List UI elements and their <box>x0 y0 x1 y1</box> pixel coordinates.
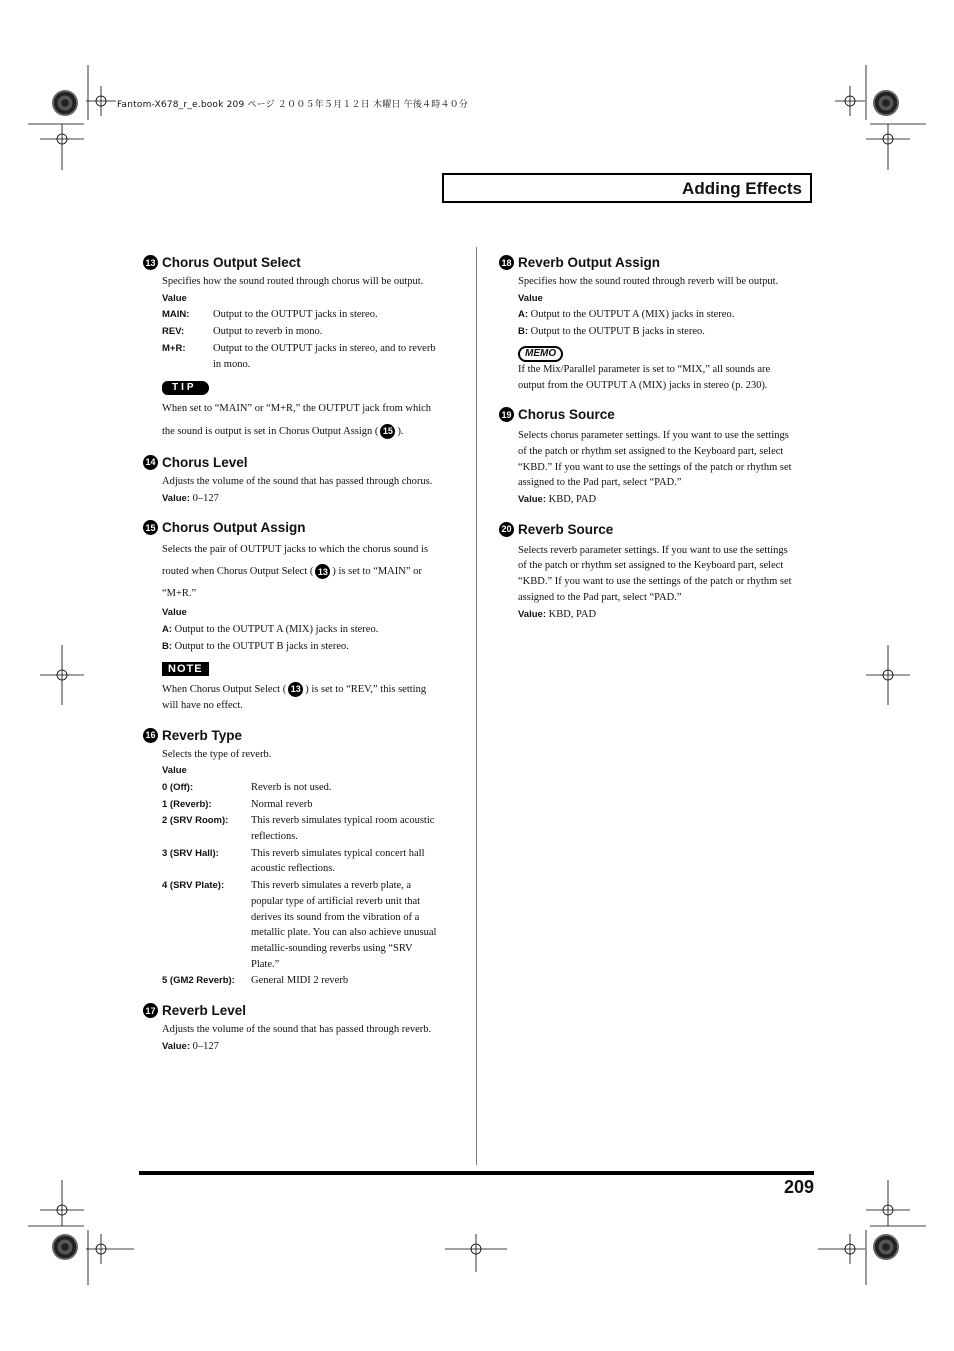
value-row: 0 (Off): Reverb is not used. <box>162 781 332 793</box>
value-row: REV: Output to reverb in mono. <box>162 326 323 338</box>
column-divider <box>476 247 477 1165</box>
step-number-icon: 17 <box>143 1003 158 1018</box>
tip-text: When set to “MAIN” or “M+R,” the OUTPUT jack from which the sound is output is set in Chorus Output Assign ( 15 ). <box>162 397 443 443</box>
value-row: MAIN: Output to the OUTPUT jacks in stereo. <box>162 309 378 321</box>
heading-text: Chorus Output Select <box>162 255 301 270</box>
step-number-icon: 16 <box>143 728 158 743</box>
left-column <box>143 255 443 1055</box>
page-number: 209 <box>783 1177 814 1197</box>
value-row: 5 (GM2 Reverb): General MIDI 2 reverb <box>162 975 349 987</box>
section-reverb-source <box>499 522 799 623</box>
heading-text: Reverb Type <box>162 727 243 743</box>
value-line: Value: KBD, PAD <box>518 494 597 506</box>
heading <box>499 407 799 422</box>
step-number-icon: 18 <box>499 255 514 270</box>
heading-text: Chorus Source <box>518 407 615 423</box>
step-number-icon: 13 <box>143 255 158 270</box>
value-label: Value <box>162 292 187 304</box>
section-reverb-type <box>143 728 443 990</box>
value-label: Value <box>518 292 543 304</box>
heading-text: Reverb Source <box>518 521 614 537</box>
value-row: M+R: Output to the OUTPUT jacks in stereo, and to reverb in mono. <box>162 342 436 370</box>
section-chorus-level <box>143 455 443 506</box>
value-label: Value <box>162 765 187 777</box>
heading-text: Reverb Level <box>162 1003 247 1019</box>
reference-number-icon: 15 <box>380 424 395 439</box>
section-reverb-output-assign <box>499 255 799 393</box>
heading-text: Chorus Output Assign <box>162 520 306 536</box>
heading <box>499 522 799 537</box>
reference-number-icon: 13 <box>288 682 303 697</box>
section-chorus-output-select <box>143 255 443 443</box>
value-line: Value: KBD, PAD <box>518 608 597 620</box>
description: Specifies how the sound routed through reverb will be output. <box>518 276 779 287</box>
value-line: Value: 0–127 <box>162 492 219 504</box>
value-label: Value <box>162 607 187 619</box>
print-header: Fantom-X678_r_e.book 209 ページ ２００５年５月１２日 木曜日 午後４時４０分 <box>117 100 469 110</box>
tip-icon: TIP <box>162 381 209 395</box>
value-row: 1 (Reverb): Normal reverb <box>162 798 313 810</box>
section-chorus-source <box>499 407 799 508</box>
value-row: B: Output to the OUTPUT B jacks in stereo. <box>518 326 705 338</box>
description: Selects the pair of OUTPUT jacks to which the chorus sound is routed when Chorus Output Select ( 13 ) is set to “MAIN” or “M+R.” <box>162 544 429 600</box>
heading-text: Reverb Output Assign <box>518 255 661 270</box>
value-row: 4 (SRV Plate): This reverb simulates a reverb plate, a popular type of artificial reverb unit that derives its sound from the vibration of a metallic plate. You can also achieve unusual metallic-sounding reverbs using “SRV Plate.” <box>162 880 437 970</box>
section-chorus-output-assign <box>143 520 443 713</box>
section-header-box <box>442 173 812 203</box>
note-text: When Chorus Output Select ( 13 ) is set to “REV,” this setting will have no effect. <box>162 683 427 711</box>
reference-number-icon: 13 <box>315 564 330 579</box>
memo-icon: MEMO <box>518 346 563 362</box>
note-icon: NOTE <box>162 662 209 676</box>
value-row: 2 (SRV Room): This reverb simulates typical room acoustic reflections. <box>162 815 435 843</box>
memo-text: If the Mix/Parallel parameter is set to “MIX,” all sounds are output from the OUTPUT A (MIX) jacks in stereo (p. 230). <box>518 363 771 391</box>
heading <box>143 455 443 470</box>
description: Selects chorus parameter settings. If you want to use the settings of the patch or rhythm set assigned to the Keyboard part, select “KBD.” If you want to use the settings of the patch or rhythm set assigned to the Pad part, select “PAD.” <box>518 430 792 489</box>
description: Selects the type of reverb. <box>162 748 272 760</box>
footer-rule <box>139 1171 814 1175</box>
description: Specifies how the sound routed through chorus will be output. <box>162 276 424 287</box>
step-number-icon: 20 <box>499 522 514 537</box>
right-column <box>499 255 799 622</box>
description: Selects reverb parameter settings. If you want to use the settings of the patch or rhythm set assigned to the Keyboard part, select “KBD.” If you want to use the settings of the patch or rhythm set assigned to the Pad part, select “PAD.” <box>518 544 792 603</box>
step-number-icon: 14 <box>143 455 158 470</box>
section-title: Adding Effects <box>682 179 802 198</box>
section-reverb-level <box>143 1003 443 1054</box>
heading <box>499 255 799 270</box>
description: Adjusts the volume of the sound that has passed through reverb. <box>162 1024 432 1036</box>
heading <box>143 728 443 743</box>
heading <box>143 255 443 270</box>
heading-text: Chorus Level <box>162 454 248 470</box>
value-row: 3 (SRV Hall): This reverb simulates typical concert hall acoustic reflections. <box>162 847 425 875</box>
value-row: A: Output to the OUTPUT A (MIX) jacks in stereo. <box>518 309 735 321</box>
step-number-icon: 15 <box>143 520 158 535</box>
value-row: A: Output to the OUTPUT A (MIX) jacks in stereo. <box>162 624 379 636</box>
value-line: Value: 0–127 <box>162 1040 219 1052</box>
heading <box>143 520 443 535</box>
value-row: B: Output to the OUTPUT B jacks in stereo. <box>162 640 349 652</box>
heading <box>143 1003 443 1018</box>
step-number-icon: 19 <box>499 407 514 422</box>
description: Adjusts the volume of the sound that has passed through chorus. <box>162 475 433 487</box>
